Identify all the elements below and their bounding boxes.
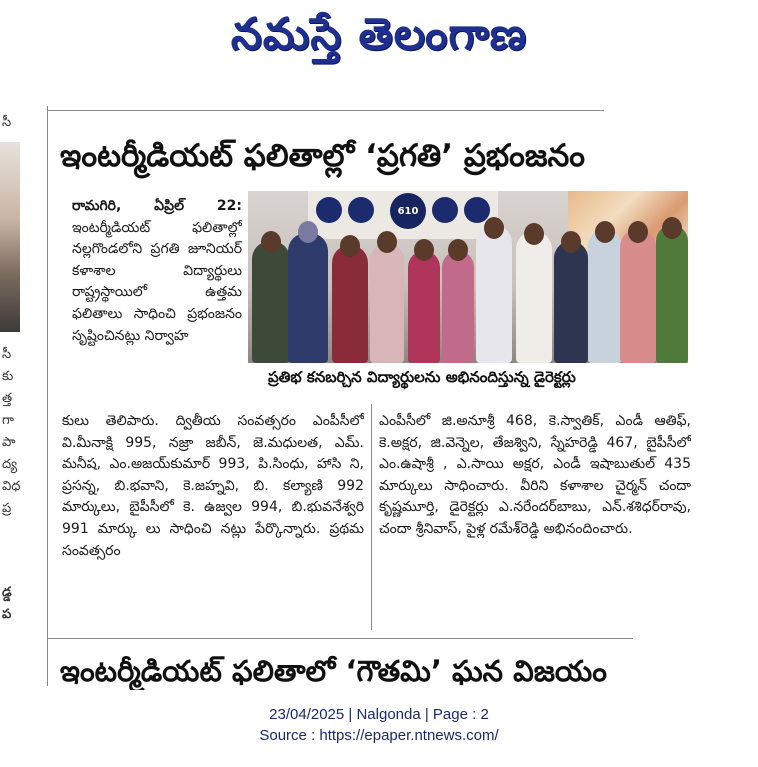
- article-body-right: ఎంపీసీలో జి.అనూశ్రీ 468, కె.స్వాతిక్, ఎండీ ఆతిఫ్, కె.అక్షర, జి.వెన్నెల, తేజశ్విని, స్నేహరెడ్డి 467, బైపీసీలో ఎం.ఉషాశ్రీ , ఎ.సాయి అక్షర, ఎండీ ఇషాబుతుల్ 435 మార్కులు సాధించారు. వీరిని కళాశాల చైర్మన్ చందా కృష్ణమూర్తి, డైరెక్టర్లు ఎ.నరేందర్‌బాబు, ఎన్.శశిధర్‌రావు, చందా శ్రీనివాస్, పైళ్ల రమేశ్‌రెడ్డి అభినందించారు.: [379, 413, 691, 537]
- masthead: [0, 0, 758, 80]
- person-figure: [288, 233, 328, 363]
- person-head: [524, 223, 544, 245]
- top-rule: [48, 110, 604, 111]
- epaper-footer: [0, 704, 758, 746]
- person-figure: [442, 251, 474, 363]
- person-head: [414, 239, 434, 261]
- edition-info: 23/04/2025 | Nalgonda | Page : 2: [269, 706, 489, 723]
- person-figure: [656, 225, 688, 363]
- strip-text: పా: [2, 435, 16, 450]
- dateline: రామగిరి, ఏప్రిల్ 22:: [72, 198, 242, 214]
- banner-score: 610: [390, 193, 426, 229]
- article-body-left: కులు తెలిపారు. ద్వితీయ సంవత్సరం ఎంపీసీలో వి.మీనాక్షి 995, నజ్రా జబీన్, జె.మధులత, ఎమ్. మనీష, ఎం.అజయ్‌కుమార్ 993, పి.సింధు, హాసి ని, ప్రసన్న, బి.భవాని, కె.జహ్నవి, బి. కల్యాణి 992 మార్కులు, బైపీసీలో కె. ఉజ్వల 994, బి.భువనేశ్వరి 991 మార్కు లు సాధించి నట్లు పేర్కొన్నారు. ప్రథమ సంవత్సరం: [62, 413, 364, 559]
- strip-text: సీ: [2, 347, 12, 362]
- adjacent-article-strip: [0, 112, 20, 687]
- person-head: [662, 217, 682, 239]
- strip-text: ద్య: [2, 457, 18, 472]
- strip-text: కు: [2, 369, 14, 384]
- next-article-headline: ఇంటర్మీడియట్ ఫలితాలో ‘గౌతమి’ ఘన విజయం: [60, 654, 607, 688]
- person-figure: [554, 241, 588, 363]
- body-column-divider: [371, 404, 372, 630]
- person-head: [448, 239, 468, 261]
- strip-text: ప: [2, 607, 12, 622]
- banner-medal: [348, 197, 374, 223]
- article-photo: [248, 191, 688, 363]
- photo-banner: [308, 191, 498, 239]
- banner-medal: [432, 197, 458, 223]
- person-figure: [620, 229, 656, 363]
- newspaper-title: నమస్తే తెలంగాణ: [230, 9, 528, 60]
- source-link[interactable]: Source : https://epaper.ntnews.com/: [259, 727, 499, 744]
- person-head: [340, 235, 360, 257]
- article-lead-column: [72, 196, 242, 406]
- person-figure: [370, 243, 404, 363]
- article-end-rule: [48, 638, 633, 639]
- strip-text: త్త: [2, 391, 13, 406]
- person-head: [261, 231, 281, 253]
- strip-text: డ్డ: [2, 585, 12, 600]
- strip-text: గా: [2, 413, 14, 428]
- banner-medal: [316, 197, 342, 223]
- strip-text: విధ: [2, 479, 20, 494]
- strip-text: సీ: [2, 115, 12, 130]
- person-figure: [332, 245, 368, 363]
- photo-caption: ప్రతిభ కనబర్చిన విద్యార్థులను అభినందిస్తున్న డైరెక్టర్లు: [268, 368, 576, 386]
- column-divider: [47, 106, 48, 686]
- strip-text: ప్ర: [2, 501, 12, 516]
- person-head: [298, 221, 318, 243]
- person-figure: [476, 225, 512, 363]
- article-headline: ఇంటర్మీడియట్ ఫలితాల్లో ‘ప్రగతి’ ప్రభంజనం: [60, 138, 585, 174]
- person-head: [377, 231, 397, 253]
- person-figure: [588, 229, 622, 363]
- person-head: [561, 231, 581, 253]
- adjacent-photo: [0, 142, 20, 332]
- person-head: [484, 217, 504, 239]
- person-head: [595, 221, 615, 243]
- lead-text: ఇంటర్మీడియట్ ఫలితాల్లో నల్లగొండలోని ప్రగతి జూనియర్ కళాశాల విద్యార్థులు రాష్ట్రస్థాయిలో ఉత్తమ ఫలితాలు సాధించి ప్రభంజనం సృష్టించినట్లు నిర్వాహ: [72, 219, 242, 344]
- person-figure: [516, 231, 552, 363]
- person-figure: [408, 251, 440, 363]
- person-figure: [252, 241, 290, 363]
- person-head: [628, 221, 648, 243]
